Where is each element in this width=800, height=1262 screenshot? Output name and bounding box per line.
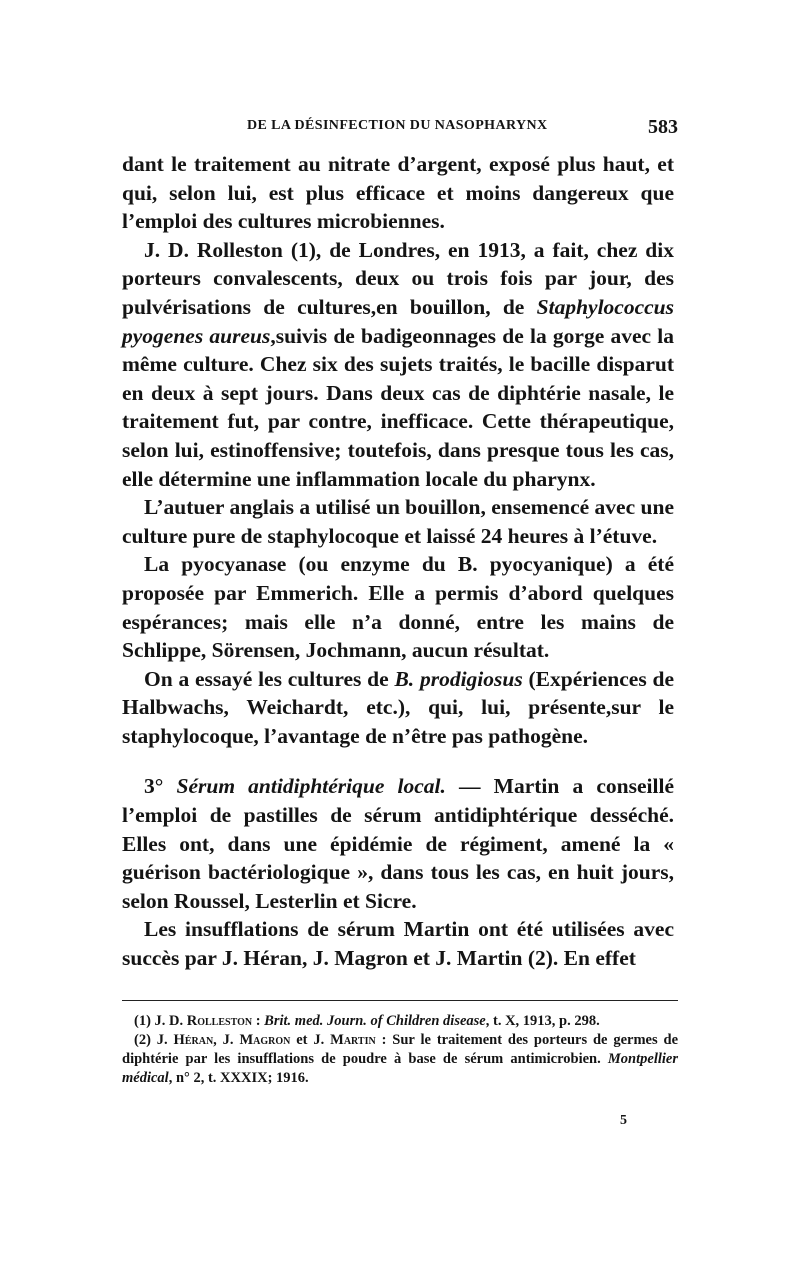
footnote-1-author: Rolleston: [186, 1013, 253, 1029]
footnote-1: [122, 1012, 678, 1031]
footnote-2-rest: , n° 2, t. XXXIX; 1916.: [168, 1070, 309, 1086]
page-number: 583: [648, 116, 678, 138]
paragraph-4-text: La pyocyanase (ou enzyme du B. pyocyanique) a été proposée par Emmerich. Elle a permis d’abord quelques espérances; mais elle n’a donné, entre les mains de Schlippe, Sörensen, Jochmann, aucun résultat.: [122, 552, 674, 663]
paragraph-5-text-b: (Expériences de Halbwachs, Weichardt, etc.), qui, lui, présente,sur le staphylocoque, l’avantage de n’être pas pathogène.: [122, 666, 674, 748]
paragraph-6: [122, 772, 674, 915]
running-title: DE LA DÉSINFECTION DU NASOPHARYNX: [247, 118, 548, 133]
paragraph-1: [122, 150, 674, 236]
footnote-2-author-1: Héran: [173, 1032, 214, 1048]
paragraph-4: [122, 550, 674, 664]
footnotes: [122, 1012, 678, 1088]
footnote-2-sep-2: et J.: [290, 1032, 331, 1048]
paragraph-3: [122, 493, 674, 550]
paragraph-3-text: L’autuer anglais a utilisé un bouillon, ensemencé avec une culture pure de staphylocoque et laissé 24 heures à l’étuve.: [122, 495, 674, 548]
paragraph-6-text: — Martin a conseillé l’emploi de pastilles de sérum antidiphtérique desséché. Elles ont, dans une épidémie de régiment, amené la « guérison bactériologique », dans tous les cas, en huit jours, selon Roussel, Lesterlin et Sicre.: [122, 774, 674, 913]
paragraph-7-text: Les insufflations de sérum Martin ont été utilisées avec succès par J. Héran, J. Magron et J. Martin (2). En effet: [122, 917, 674, 971]
species-name: Staphylococcus pyogenes aureus: [122, 294, 674, 348]
page-header: [122, 116, 678, 140]
footnote-1-sep: :: [252, 1013, 265, 1029]
section-number: 3°: [144, 774, 164, 799]
footnote-2: [122, 1031, 678, 1088]
footnote-2-journal: Montpellier médical: [122, 1051, 678, 1086]
footnote-1-number: (1) J. D.: [134, 1013, 187, 1029]
footnote-2-sep-1: , J.: [213, 1032, 240, 1048]
paragraph-2-text-b: ,suivis de badigeonnages de la gorge avec la même culture. Chez six des sujets traités, le bacille disparut en deux à sept jours. Dans deux cas de diphtérie nasale, le traitement fut, par contre, inefficace. Cette thérapeutique, selon lui, estinoffensive; toutefois, dans presque tous les cas, elle détermine une inflammation locale du pharynx.: [122, 323, 674, 491]
paragraph-1-text: dant le traitement au nitrate d’argent, exposé plus haut, et qui, selon lui, est plus efficace et moins dangereux que l’emploi des cultures microbiennes.: [122, 152, 674, 234]
paragraph-5-text-a: On a essayé les cultures de: [144, 666, 395, 691]
bacterium-name: B. prodigiosus: [394, 666, 523, 691]
paragraph-7: [122, 915, 674, 972]
footnote-2-number: (2) J.: [134, 1032, 174, 1048]
footnote-2-author-2: Magron: [239, 1032, 291, 1048]
paragraph-5: [122, 665, 674, 751]
body-text: [122, 150, 674, 973]
signature-mark: 5: [620, 1113, 627, 1128]
footnote-2-author-3: Martin: [330, 1032, 376, 1048]
paragraph-2: [122, 236, 674, 493]
footnote-rule: [122, 1000, 678, 1001]
footnote-1-rest: , t. X, 1913, p. 298.: [485, 1013, 600, 1029]
footnote-1-journal: Brit. med. Journ. of Children disease: [264, 1013, 486, 1029]
paragraph-2-text-a: J. D. Rolleston (1), de Londres, en 1913, a fait, chez dix porteurs convalescents, deux ou trois fois par jour, des pulvérisations de cultures,en bouillon, de: [122, 237, 674, 319]
footnote-2-text: : Sur le traitement des porteurs de germes de diphtérie par les insufflations de poudre à base de sérum antimicrobien.: [122, 1032, 679, 1067]
section-heading: Sérum antidiphtérique local.: [176, 774, 446, 799]
